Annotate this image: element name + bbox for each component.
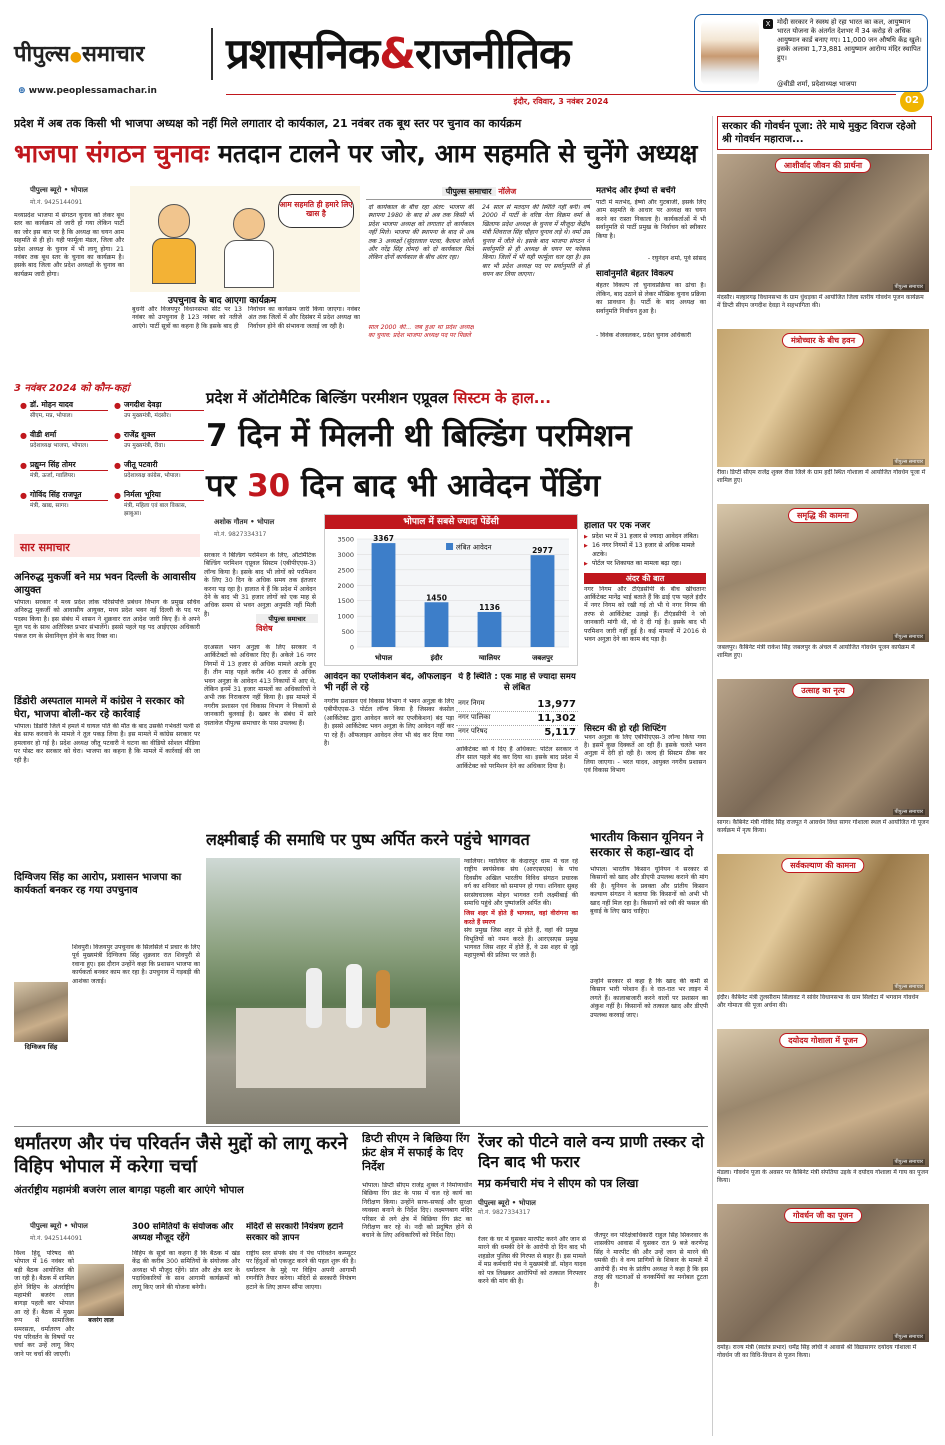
main-sub2-body: नगरीय प्रशासन एवं विकास विभाग ने भवन अनुज्ञा के लिए एबीपीएएस-3 पोर्टल लॉन्च किया है जिसका कंसोल (आर्किटेक्ट द्वारा आवेदन करने का एप्लीकेशन) बंद पड़ा है। इससे आर्किटेक्ट भवन अनुज्ञा के लिए आवेदन नहीं कर पा रहे हैं। ऑफलाइन आवेदन लेना भी बंद कर दिया गया है। <box>324 698 454 748</box>
bottom-2-body: भोपाल। डिप्टी सीएम राजेंद्र शुक्ल ने निर्माणाधीन बिछिया रिंग फ्रंट के पास में चल रहे कार्य का निरीक्षण किया। उन्होंने साफ-सफाई और सुरक्षा व्यवस्था बनाने के निर्देश दिए। लक्ष्मणबाग मंदिर परिसर से लगे क्षेत्र में बिछिया रिंग फ्रंट का निरीक्षण कर रहे थे। नदी को प्रदूषित होने से बचाने के लिए अधिकारियों को निर्देश दिए। <box>362 1182 472 1240</box>
knowledge-box <box>366 186 592 370</box>
location-pin-icon: ● <box>20 401 27 410</box>
location-pin-icon: ● <box>114 401 121 410</box>
opinion-author-1: - रघुनंदन शर्मा, पूर्व सांसद <box>647 255 706 262</box>
calendar-entry <box>114 460 204 490</box>
stat-value: 13,977 <box>537 699 576 710</box>
halaat-item: ▶ 16 नगर निगमों में 13 हजार से अधिक मामले अटके। <box>584 542 706 559</box>
paper-logo <box>14 38 144 68</box>
saar-title-text: सार समाचार <box>20 541 70 554</box>
bar-value-label: 1136 <box>479 602 500 612</box>
paper-name-left: पीपुल्स <box>14 41 70 67</box>
calendar-entry <box>114 490 204 520</box>
calendar-name: प्रद्युम्न सिंह तोमर <box>30 460 108 471</box>
laxmibai-headline: लक्ष्मीबाई की समाधि पर पुष्प अर्पित करने पहुंचे भागवत <box>206 830 530 849</box>
y-tick-label: 3000 <box>337 550 354 559</box>
sidebar-photo <box>717 679 929 817</box>
calendar-place: प्रदेशाध्यक्ष कांग्रेस, भोपाल। <box>124 473 181 479</box>
legend-swatch <box>446 543 453 550</box>
inside-title: अंदर की बात <box>584 573 706 584</box>
main-body-2-col <box>204 644 316 810</box>
shifting-body: भवन अनुज्ञा के लिए एबीपीएएस-3 लॉन्च किया गया है। इसमें कुछ दिक्कतें आ रही हैं। इसके चलते भवन अनुज्ञा में देरी हो रही है। जल्द ही सिस्टम ठीक कर लिया जाएगा। - भरत यादव, आयुक्त नगरीय प्रशासन एवं विकास विभाग <box>584 733 706 775</box>
stat-head: ये है स्थिति : एक माह से ज्यादा समय से लंबित <box>458 672 576 693</box>
lead-mobile: मो.नं. 9425144091 <box>30 199 83 206</box>
bar <box>372 543 396 647</box>
sidebar-item <box>717 1029 929 1200</box>
saar-column <box>14 534 200 1124</box>
calendar-entry <box>20 490 108 520</box>
bottom-3-subhead: मप्र कर्मचारी मंच ने सीएम को पत्र लिखा <box>478 1177 639 1190</box>
calendar-name: डॉ. मोहन यादव <box>30 400 108 411</box>
cartoon-figure-right <box>224 208 274 288</box>
bar <box>425 602 449 647</box>
sidebar-photo <box>717 154 929 292</box>
pendency-chart <box>324 514 578 666</box>
sidebar-pill: समृद्धि की कामना <box>788 508 858 523</box>
bottom-1-col3-head: मंदिरों से सरकारी नियंत्रण हटाने सरकार को ज्ञापन <box>246 1222 344 1243</box>
location-pin-icon: ● <box>20 431 27 440</box>
sidebar-item <box>717 854 929 1025</box>
saar-head-3: दिग्विजय सिंह का आरोप, प्रशासन भाजपा का कार्यकर्ता बनकर रह गया उपचुनाव <box>14 872 182 896</box>
location-pin-icon: ● <box>20 491 27 500</box>
stat-label: नगर निगम <box>458 699 485 707</box>
lead-headline-text: मतदान टालने पर जोर, आम सहमति से चुनेंगे अध्यक्ष <box>217 139 698 168</box>
calendar-place: मंत्री, ऊर्जा, ग्वालियर। <box>30 473 76 479</box>
main-body-1: सरकार ने बिल्डिंग परमिशन के लिए, ऑटोमैटिक बिल्डिंग परमिशन एप्रूवल सिस्टम (एबीपीएएस-3) लॉन्च किया है। इसके बाद भी लोगों को परमिशन के लिए 30 दिन के अधिक समय तक इंतजार करना पड़ रहा है। हालात ये हैं कि प्रदेश में आवेदन देने के बाद भी 31 हजार लोगों को एक माह से अधिक समय से भवन अनुज्ञा अनुमति नहीं मिली है। <box>204 552 316 618</box>
sidebar-header <box>717 116 932 150</box>
sidebar-pill: सर्वकल्याण की कामना <box>781 858 864 873</box>
main-kicker-red: सिस्टम के हाल... <box>453 389 551 407</box>
laxmibai-body-red: जिस शहर में होते हैं भागवत, वहां वीरांगना का करते हैं स्मरण <box>464 910 578 926</box>
calendar-box <box>14 380 204 522</box>
lead-byline: पीपुल्स ब्यूरो • भोपाल <box>30 186 88 194</box>
bottom-3-byline: पीपुल्स ब्यूरो • भोपाल <box>478 1199 536 1207</box>
x-tick-label: जबलपुर <box>532 654 553 662</box>
sidebar-item <box>717 154 929 325</box>
section-title <box>226 24 570 81</box>
logo-divider <box>211 28 213 80</box>
halaat-column <box>584 518 706 808</box>
main-byline: अशोक गौतम • भोपाल <box>214 518 275 526</box>
x-logo-icon: X <box>763 19 773 29</box>
calendar-name: गोविंद सिंह राजपूत <box>30 490 108 501</box>
dateline: इंदौर, रविवार, 3 नवंबर 2024 <box>513 97 609 106</box>
bottom-3-col2: जैतपुर वन परिक्षेत्राधिकारी राहुल सिंह सिकरवार के शासकीय आवास में घुसकर रात 9 बजे करणेन्द्र सिंह ने मारपीट की और उन्हें जान से मारने की धमकी दी। वे वन्य प्राणियों के शिकार के मामले में आरोपी हैं। मंच के प्रांतीय अध्यक्ष ने कहा है कि इस तरह की घटनाओं से वनकर्मियों का मनोबल टूटता है। <box>594 1232 708 1290</box>
avatar <box>701 21 759 85</box>
lead-col2: बुधनी और विजयपुर विधानसभा सीट पर 13 नवंबर को उपचुनाव है 123 नवंबर को नतीजे आएंगे। पार्टी सूत्रों का कहना है कि इसके बाद ही <box>132 306 242 330</box>
kisan-story <box>590 830 708 1124</box>
page-number: 02 <box>905 95 919 106</box>
saar-head-1: अनिरुद्ध मुकर्जी बने मप्र भवन दिल्ली के आवासीय आयुक्त <box>14 572 196 596</box>
opinion-body-1: पार्टी में मतभेद, ईर्ष्या और गुटबाजी, इसके लिए आम सहमति के आधार पर अध्यक्ष का चयन करने का रास्ता निकाला है। कार्यकर्ताओं में भी सर्वानुमति से पार्टी प्रमुख के निर्वाचन को स्वीकार किया है। <box>596 199 706 240</box>
bottom-1-byline: पीपुल्स ब्यूरो • भोपाल <box>30 1222 88 1230</box>
kisan-body-2: उन्होंने सरकार से कहा है कि खाद की कमी से किसान भारी परेशान हैं। वे रात-रात भर लाइन में लगते हैं। कालाबाजारी करने वालों पर प्रशासन का अंकुश नहीं है। किसानों को तत्काल खाद और डीएपी उपलब्ध करवाई जाए। <box>590 978 708 1019</box>
calendar-name: जीतू पटवारी <box>124 460 204 471</box>
sidebar-pill: उत्साह का नृत्य <box>792 683 854 698</box>
sidebar <box>712 116 932 1436</box>
sidebar-photo <box>717 1204 929 1342</box>
sidebar-items <box>713 154 932 1375</box>
y-tick-label: 2000 <box>337 581 354 590</box>
kisan-body: भोपाल। भारतीय किसान यूनियन ने सरकार से किसानों को खाद और डीएपी उपलब्ध कराने की मांग की है। यूनियन के प्रवक्ता और प्रांतीय किसान कल्याण संगठन ने बताया कि किसानों को अभी भी खाद नहीं मिल रहा है। किसानों को रबी की फसल की बुवाई के लिए खाद चाहिए। <box>590 866 708 916</box>
paper-name-right: समाचार <box>81 41 145 67</box>
website-text: www.peoplessamachar.in <box>28 86 157 96</box>
sidebar-pill: दयोदय गोशाला में पूजन <box>779 1033 867 1048</box>
person-figure <box>376 970 390 1028</box>
stat-list <box>456 698 578 740</box>
calendar-title: 3 नवंबर 2024 को कौन-कहां <box>14 383 130 394</box>
stat-row <box>456 698 578 712</box>
calendar-name: वीडी शर्मा <box>30 430 108 441</box>
sidebar-caption: मंदसौर। मल्हारगढ़ विधानसभा के ग्राम धुंधड़का में आयोजित जिला स्तरीय गोवर्धन पूजन कार्यक्रम में डिप्टी सीएम जगदीश देवड़ा ने सहभागिता की। <box>717 294 924 309</box>
bottom-1-headline: धर्मांतरण और पंच परिवर्तन जैसे मुद्दों को लागू करने विहिप भोपाल में करेगा चर्चा <box>14 1133 348 1177</box>
calendar-place: उप मुख्यमंत्री, रीवा। <box>124 443 166 449</box>
calendar-place: मंत्री, खाद्य, सागर। <box>30 503 69 509</box>
bottom-1-subhead: अंतर्राष्ट्रीय महामंत्री बजरंग लाल बागड़ा पहली बार आएंगे भोपाल <box>14 1185 244 1196</box>
main-kicker <box>206 388 706 408</box>
section-title-part1: प्रशासनिक <box>226 29 380 78</box>
calendar-entry <box>20 430 108 460</box>
halaat-item: ▶ पोर्टल पर शिकायत का मामला बढ़ा रहा। <box>584 560 706 568</box>
calendar-place: मंत्री, महिला एवं बाल विकास, झाबुआ। <box>124 503 187 517</box>
opinion-head-1: मतभेद और ईर्ष्या से बचेंगे <box>596 186 676 196</box>
photo-credit: पीपुल्स समाचार <box>894 984 923 990</box>
bar-value-label: 3367 <box>373 534 394 544</box>
logo-dot-icon: ● <box>69 49 82 65</box>
x-tick-label: इंदौर <box>430 654 443 662</box>
speech-bubble-text: आम सहमति ही हमारे लिए खास है <box>279 200 353 218</box>
stat-box <box>456 672 578 810</box>
sidebar-caption: इंदौर। कैबिनेट मंत्री तुलसीराम सिलावट ने सांवेर विधानसभा के ग्राम सिलोटा में भगवान गोवर्धन और गोमाता की पूजा अर्चना की। <box>717 994 919 1009</box>
bottom-1-mobile: मो.नं. 9425144091 <box>30 1235 83 1242</box>
location-pin-icon: ● <box>114 461 121 470</box>
bottom-1-col3-body: राष्ट्रीय स्तर संपर्क संघ ने पंच परिवर्तन कम्प्यूटर पर हिंदुओं को एकजुट करने की पहल शुरू की है। धर्मांतरण के मुद्दे पर विहिप अपनी आगामी रणनीति तैयार करेगा। मंदिरों से सरकारी नियंत्रण हटाने के लिए ज्ञापन सौंपा जाएगा। <box>246 1250 356 1291</box>
sidebar-photo <box>717 1029 929 1167</box>
sidebar-item <box>717 504 929 675</box>
cartoon <box>130 186 360 292</box>
y-tick-label: 1500 <box>337 597 354 606</box>
y-tick-label: 500 <box>341 628 354 637</box>
globe-icon: ⊕ <box>18 86 26 96</box>
main-sub2-head: आवेदन का एप्लीकेशन बंद, ऑफलाइन भी नहीं ले रहे <box>324 672 452 693</box>
laxmibai-photo <box>206 858 460 1124</box>
lead-headline <box>14 136 704 170</box>
y-tick-label: 1000 <box>337 612 354 621</box>
photo-credit: पीपुल्स समाचार <box>894 634 923 640</box>
calendar-place: प्रदेशाध्यक्ष भाजपा, भोपाल। <box>30 443 89 449</box>
samadhi-structure <box>236 1008 426 1088</box>
saar-head-2: डिंडोरी अस्पताल मामले में कांग्रेस ने सरकार को घेरा, भाजपा बोली-कर रहे कार्रवाई <box>14 696 185 720</box>
location-pin-icon: ● <box>20 461 27 470</box>
main-headline-2b: दिन बाद भी आवेदन पेंडिंग <box>301 468 601 504</box>
special-tag-red: विशेष <box>256 624 273 633</box>
bottom-3-body: रेंजर के घर में घुसकर मारपीट करने और जान से मारने की धमकी देने के आरोपी दो दिन बाद भी शहडोल पुलिस की गिरफ्त से बाहर हैं। इस मामले में मप्र कर्मचारी मंच ने मुख्यमंत्री डॉ. मोहन यादव को पत्र लिखकर आरोपियों को तत्काल गिरफ्तार करने की मांग की है। <box>478 1236 586 1286</box>
saar-body-1: भोपाल। सरकार ने मध्य प्रदेश लोक परिसंपत्ति प्रबंधन विभाग के प्रमुख सचिव अनिरुद्ध मुकर्जी को आवासीय आयुक्त, मध्य प्रदेश भवन नई दिल्ली के पद पर पदस्थ किया है। इस संबंध में शासन ने शुक्रवार रात आदेश जारी किए हैं। वे अपने मूल पद के साथ अतिरिक्त प्रभार संभालेंगे। इससे पहले यह पद आईएएस अधिकारी पंकज राग के सेवानिवृत्त होने के बाद रिक्त था। <box>14 599 200 640</box>
bottom-1-body: विश्व हिंदू परिषद की भोपाल में 16 नवंबर को बड़ी बैठक आयोजित की जा रही है। बैठक में शामिल होने विहिप के अंतर्राष्ट्रीय महामंत्री बजरंग लाल बागड़ा पहली बार भोपाल आ रहे हैं। बैठक में मुख्य रूप से सामाजिक समरसता, धर्मांतरण और पंच परिवर्तन के विषयों पर चर्चा कर उन्हें लागू किए जाने पर चर्चा की जाएगी। <box>14 1250 74 1358</box>
digvijay-caption: दिग्विजय सिंह <box>24 1043 58 1051</box>
bar-value-label: 2977 <box>532 546 553 556</box>
website-link[interactable] <box>18 86 157 96</box>
knowledge-tag-red: नॉलेज <box>498 187 517 196</box>
stat-label: नगर पालिका <box>458 713 491 721</box>
lead-body: मध्यप्रदेश भाजपा में संगठन चुनाव को लेकर बूथ स्तर का कार्यक्रम तो जारी हो गया लेकिन पार्टी का जोर इस बात पर है कि अध्यक्ष का चयन आम सहमति से ही हो। यही फार्मूला मंडल, जिला और प्रदेश अध्यक्ष के चुनाव में भी लागू होगा। 21 नवंबर तक बूथ स्तर के चुनाव का कार्यक्रम है। इसके बाद जिला और प्रदेश अध्यक्षों के चुनाव का कार्यक्रम जारी होगा। <box>14 212 124 278</box>
opinion-author-2: - विवेक शेजवलकर, प्रदेश चुनाव अधिकारी <box>596 332 692 340</box>
shifting-title: सिस्टम की हो रही शिफ्टिंग <box>584 723 667 734</box>
photo-credit: पीपुल्स समाचार <box>894 1334 923 1340</box>
calendar-entry <box>20 400 108 430</box>
tweet-text: मोदी सरकार ने स्वस्थ हो रहा भारत का कल, आयुष्मान भारत योजना के अंतर्गत देशभर में 34 करोड़ से अधिक आयुष्मान कार्ड बनाए गए। 11,000 जन औषधि केंद्र खुले। इसके अलावा 1,73,881 आयुष्मान आरोग्य मंदिर स्थापित हुए। <box>777 18 922 62</box>
saar-body-2: भोपाल। डिंडोरी जिले में हमले में घायल पति की मौत के बाद उसकी गर्भवती पत्नी से बेड साफ करवाने के मामले ने तूल पकड़ लिया है। इस मामले में कांग्रेस सरकार पर हमलावर हो गई है। प्रदेश अध्यक्ष जीतू पटवारी ने घटना का वीडियो सोशल मीडिया पर पोस्ट कर सरकार को घेरा। भाजपा का कहना है कि मामले में कार्रवाई की जा रही है। <box>14 723 200 764</box>
lead-headline-label: भाजपा संगठन चुनावः <box>14 139 210 168</box>
tweet-author: @वीडी शर्मा, प्रदेशाध्यक्ष भाजपा <box>777 80 857 88</box>
sidebar-caption: दमोह। राज्य मंत्री (स्वतंत्र प्रभार) धर्मेंद्र सिंह लोधी ने आवासे श्री विद्यासागर दयोदय गोशाला में गोवर्धन जी का विधि-विधान से पूजन किया। <box>717 1344 917 1359</box>
main-kicker-text: प्रदेश में ऑटोमैटिक बिल्डिंग परमीशन एप्रूवल <box>206 389 449 407</box>
stat-label: नगर परिषद <box>458 727 488 735</box>
dateline-bar <box>226 94 896 106</box>
bottom-3-mobile: मो.नं. 9827334317 <box>478 1209 531 1216</box>
stat-note: आर्किटेक्ट को ये दिए हैं अधिकार: पोर्टल सरकार ने तीन साल पहले बंद कर दिया था। इसके बाद प्रदेश में आर्किटेक्ट को परमिशन देने का अधिकार दिया है। <box>456 746 578 770</box>
saar-title <box>14 534 200 557</box>
main-headline-1: 7 दिन में मिलनी थी बिल्डिंग परमिशन <box>206 418 632 454</box>
halaat-item: ▶ प्रदेश भर में 31 हजार से ज्यादा आवेदन लंबित। <box>584 533 706 541</box>
sidebar-photo <box>717 329 929 467</box>
bottom-1-col2-head: 300 समितियों के संयोजक और अध्यक्ष मौजूद रहेंगे <box>132 1222 234 1243</box>
sidebar-header-text: सरकार की गोवर्धन पूजा: तेरे माथे मुकुट विराज रहेओ श्री गोवर्धन महाराज... <box>722 121 916 145</box>
tweet-box <box>694 14 928 92</box>
main-mobile: मो.नं. 9827334317 <box>214 531 267 538</box>
opinion-body-2: बेहतर विकल्प तो चुनावप्रक्रिया का ढांचा है। लेकिन, बाद उठाने से लेकर मौखिक चुनाव प्रक्रिया का प्रावधान है। पार्टी के बाद अध्यक्ष का सर्वानुमति निर्वाचन हुआ है। <box>596 282 706 315</box>
person-figure <box>306 968 322 1028</box>
calendar-name: राजेंद्र शुक्ल <box>124 430 204 441</box>
sidebar-item <box>717 679 929 850</box>
calendar-right-col <box>114 400 204 520</box>
photo-credit: पीपुल्स समाचार <box>894 809 923 815</box>
bottom-2-box <box>362 1132 472 1436</box>
cartoon-figure-left <box>152 204 196 284</box>
sidebar-pill: मंत्रोच्चार के बीच हवन <box>782 333 864 348</box>
lead-col3: निर्वाचन का कार्यक्रम जारी किया जाएगा। नवंबर अंत तक जिलों में और दिसंबर में प्रदेश अध्यक्ष का निर्वाचन होने की संभावना जताई जा रही है। <box>248 306 360 330</box>
section-title-amp: & <box>379 29 415 78</box>
special-tag-text: पीपुल्स समाचार <box>256 614 318 623</box>
sidebar-caption: सागर। कैबिनेट मंत्री गोविंद सिंह राजपूत ने आवर्धन विधा सागर गोशाला स्थल में आयोजित गो पूजन कार्यक्रम में नृत्य किया। <box>717 819 929 834</box>
laxmibai-body-text: ग्वालियर। ग्वालियर के केदारपुर धाम में चल रहे राष्ट्रीय स्वयंसेवक संघ (आरएसएस) के पांच दिवसीय अखिल भारतीय विविध संगठन प्रचारक वर्ग का शनिवार को समापन हो गया। शनिवार सुबह सरसंघचालक मोहन भागवत रानी लक्ष्मीबाई की समाधि पहुंचे और पुष्पांजलि अर्पित की। <box>464 858 578 908</box>
calendar-left-col <box>20 400 108 520</box>
knowledge-col-b: 24 साल से मतदान की स्थिति नहीं बनी। वर्ष 2000 में पार्टी के वरिष्ठ नेता विक्रम वर्मा के खिलाफ प्रदेश अध्यक्ष के चुनाव में मौजूदा केंद्रीय मंत्री शिवराज सिंह चौहान चुनाव लड़े थे। वर्मा उस चुनाव में जीते थे। इसके बाद भाजपा संगठन ने सर्वानुमति से ही अध्यक्ष के चयन पर फोकस किया। जिलों में भी यही फार्मूला चल रहा है। इस बार भी प्रदेश अध्यक्ष पद पर सर्वानुमति से ही चयन कर लिया जाएगा। <box>482 204 590 279</box>
calendar-place: सीएम, मप्र, भोपाल। <box>30 413 73 419</box>
x-tick-label: भोपाल <box>374 654 393 662</box>
sidebar-item <box>717 1204 929 1375</box>
opinion-column <box>596 186 706 370</box>
legend-label: लंबित आवेदन <box>456 543 492 552</box>
stat-row <box>456 726 578 740</box>
main-headline-2 <box>206 464 706 506</box>
bottom-divider <box>14 1126 708 1127</box>
bagda-photo <box>78 1264 124 1316</box>
stat-value: 11,302 <box>537 713 576 724</box>
sidebar-item <box>717 329 929 500</box>
person-figure <box>346 964 362 1028</box>
bottom-2-headline: डिप्टी सीएम ने बिछिया रिंग फ्रंट क्षेत्र में सफाई के दिए निर्देश <box>362 1132 470 1173</box>
x-tick-label: ग्वालियर <box>478 654 501 662</box>
lead-kicker: प्रदेश में अब तक किसी भी भाजपा अध्यक्ष को नहीं मिले लगातार दो कार्यकाल, 21 नवंबर तक बूथ स्तर पर चुनाव का कार्यक्रम <box>14 117 522 130</box>
calendar-entry <box>114 430 204 460</box>
knowledge-col-a: दो कार्यकाल के बीच रहा अंतर: भाजपा की स्थापना 1980 के बाद से अब तक किसी भी प्रदेश भाजपा अध्यक्ष को लगातार दो कार्यकाल नहीं मिले। भाजपा की स्थापना के बाद से अब तक 3 अध्यक्षों (सुंदरलाल पटवा, कैलाश जोशी और नरेंद्र सिंह तोमर) को दो कार्यकाल मिले लेकिन दोनों कार्यकाल के बीच अंतर रहा। <box>368 204 474 262</box>
main-headline-2-number: 30 <box>247 468 291 504</box>
y-tick-label: 0 <box>349 643 354 652</box>
cartoon-caption: उपचुनाव के बाद आएगा कार्यक्रम <box>168 296 277 306</box>
bagda-caption: बजरंग लाल <box>88 1317 114 1324</box>
speech-bubble <box>278 194 354 228</box>
kisan-headline: भारतीय किसान यूनियन ने सरकार से कहा-खाद दो <box>590 830 704 859</box>
knowledge-tag-text: पीपुल्स समाचार <box>442 187 496 196</box>
digvijay-photo <box>14 982 68 1042</box>
sidebar-caption: रीवा। डिप्टी सीएम राजेंद्र शुक्ल रीवा जिले के ग्राम हर्दी स्थित गोशाला में आयोजित गोवर्धन पूजा में शामिल हुए। <box>717 469 926 484</box>
bar-value-label: 1450 <box>426 593 447 603</box>
location-pin-icon: ● <box>114 431 121 440</box>
special-tag <box>256 614 318 634</box>
calendar-name: निर्मला भूरिया <box>124 490 204 501</box>
calendar-name: जगदीश देवड़ा <box>124 400 204 411</box>
chart-svg <box>325 529 577 665</box>
bottom-3-headline: रेंजर को पीटने वाले वन्य प्राणी तस्कर दो दिन बाद भी फरार <box>478 1133 704 1171</box>
stat-value: 5,117 <box>544 727 576 738</box>
main-headline-2a: पर <box>206 468 237 504</box>
photo-credit: पीपुल्स समाचार <box>894 284 923 290</box>
bottom-1-col2-body: विहिप के सूत्रों का कहना है कि बैठक में खंड केंद्र की करीब 300 समितियों के संयोजक और अध्यक्ष भी मौजूद रहेंगे। प्रांत और क्षेत्र स्तर के पदाधिकारियों के साथ आगामी कार्यक्रमों को लागू किए जाने की योजना बनेगी। <box>132 1250 240 1291</box>
sidebar-caption: जबलपुर। कैबिनेट मंत्री राकेश सिंह जबलपुर के अंचल में आयोजित गोवर्धन पूजन कार्यक्रम में शामिल हुए। <box>717 644 915 659</box>
photo-credit: पीपुल्स समाचार <box>894 1159 923 1165</box>
calendar-entry <box>114 400 204 430</box>
page-number-badge <box>900 90 924 112</box>
bar <box>478 612 502 647</box>
location-pin-icon: ● <box>114 491 121 500</box>
laxmibai-body-2: संघ प्रमुख जिस शहर में होते हैं, वहां की प्रमुख विभूतियों को नमन करते हैं। आरएसएस प्रमुख भागवत जिस शहर में होते हैं, वे उस शहर से जुड़े महापुरुषों की प्रतिमा पर जाते हैं। <box>464 927 578 960</box>
y-tick-label: 2500 <box>337 566 354 575</box>
saar-body-3: शिवपुरी। विजयपुर उपचुनाव के सिलसिले में प्रचार के लिए पूर्व मुख्यमंत्री दिग्विजय सिंह शुक्रवार रात शिवपुरी से रवाना हुए। इस दौरान उन्होंने कहा कि प्रशासन भाजपा का कार्यकर्ता बनकर काम कर रहा है। उपचुनाव में गड़बड़ी की आशंका जताई। <box>72 944 200 985</box>
stat-row <box>456 712 578 726</box>
sidebar-pill: गोवर्धन जी का पूजन <box>784 1208 862 1223</box>
main-body-2-text: दरअसल भवन अनुज्ञा के लिए सरकार ने आर्किटेक्टों को अधिकार दिए हैं। अकेले 16 नगर निगमों में 13 हजार से अधिक मामले अटके हुए हैं। तीन माह पहले करीब 40 हजार से अधिक भवन अनुज्ञा के आवेदन 413 निकायों में आए थे, लेकिन इनमें 31 हजार मामलों का अधिकारियों ने अभी तक निराकरण नहीं किया है। इस मामले में नगरीय प्रशासन एवं विकास विभाग ने निकायों से जानकारी बुलवाई है। खबर के संबंध में सारे दस्तावेज पीपुल्स समाचार के पास उपलब्ध हैं। <box>204 644 316 727</box>
halaat-title: हालात पर एक नजर <box>584 521 651 531</box>
bar <box>531 555 555 647</box>
sidebar-photo <box>717 504 929 642</box>
calendar-entry <box>20 460 108 490</box>
section-title-part2: राजनीतिक <box>414 29 571 78</box>
opinion-head-2: सार्वानुमति बेहतर विकल्प <box>596 269 674 280</box>
inside-body: नगर निगम और टीएंडसीपी के बीच खींचतानः आर्किटेक्ट मानेंद्र भाई बताते हैं कि ढाई एफ पहले इंदौर में नगर निगम को रखी गई तो भी ये नगर निगम की तरफ से आर्किटेक्ट उलझे हैं। टीएंडसीपी ने जो जानकारी मांगी थी, वो दे दी गई है। इसके बाद भी परमिशन जारी नहीं हुई है। कई मामलों में 2016 से भवन अनुज्ञा देने का काम बंद पड़ा है। <box>584 585 706 644</box>
laxmibai-body <box>464 858 578 1124</box>
sidebar-caption: मंडला। गोवर्धन पूजा के अवसर पर कैबिनेट मंत्री संपतिया उइके ने दयोदय गोशाला में गाय का पूजन किया। <box>717 1169 929 1184</box>
sidebar-pill: आशीर्वाद जीवन की प्रार्थना <box>775 158 871 173</box>
knowledge-col-a-red: साल 2000 की... जब हुआ था प्रदेश अध्यक्ष का चुनाव: प्रदेश भाजपा अध्यक्ष पद पर पिछले <box>368 324 474 340</box>
bottom-3-box <box>478 1132 708 1436</box>
y-tick-label: 3500 <box>337 535 354 544</box>
photo-credit: पीपुल्स समाचार <box>894 459 923 465</box>
sidebar-photo <box>717 854 929 992</box>
chart-title: भोपाल में सबसे ज्यादा पेंडेंसी <box>325 515 577 529</box>
knowledge-tag <box>366 186 592 200</box>
calendar-place: उप मुख्यमंत्री, मंदसौर। <box>124 413 171 419</box>
masthead <box>0 0 945 112</box>
halaat-list <box>584 533 706 569</box>
